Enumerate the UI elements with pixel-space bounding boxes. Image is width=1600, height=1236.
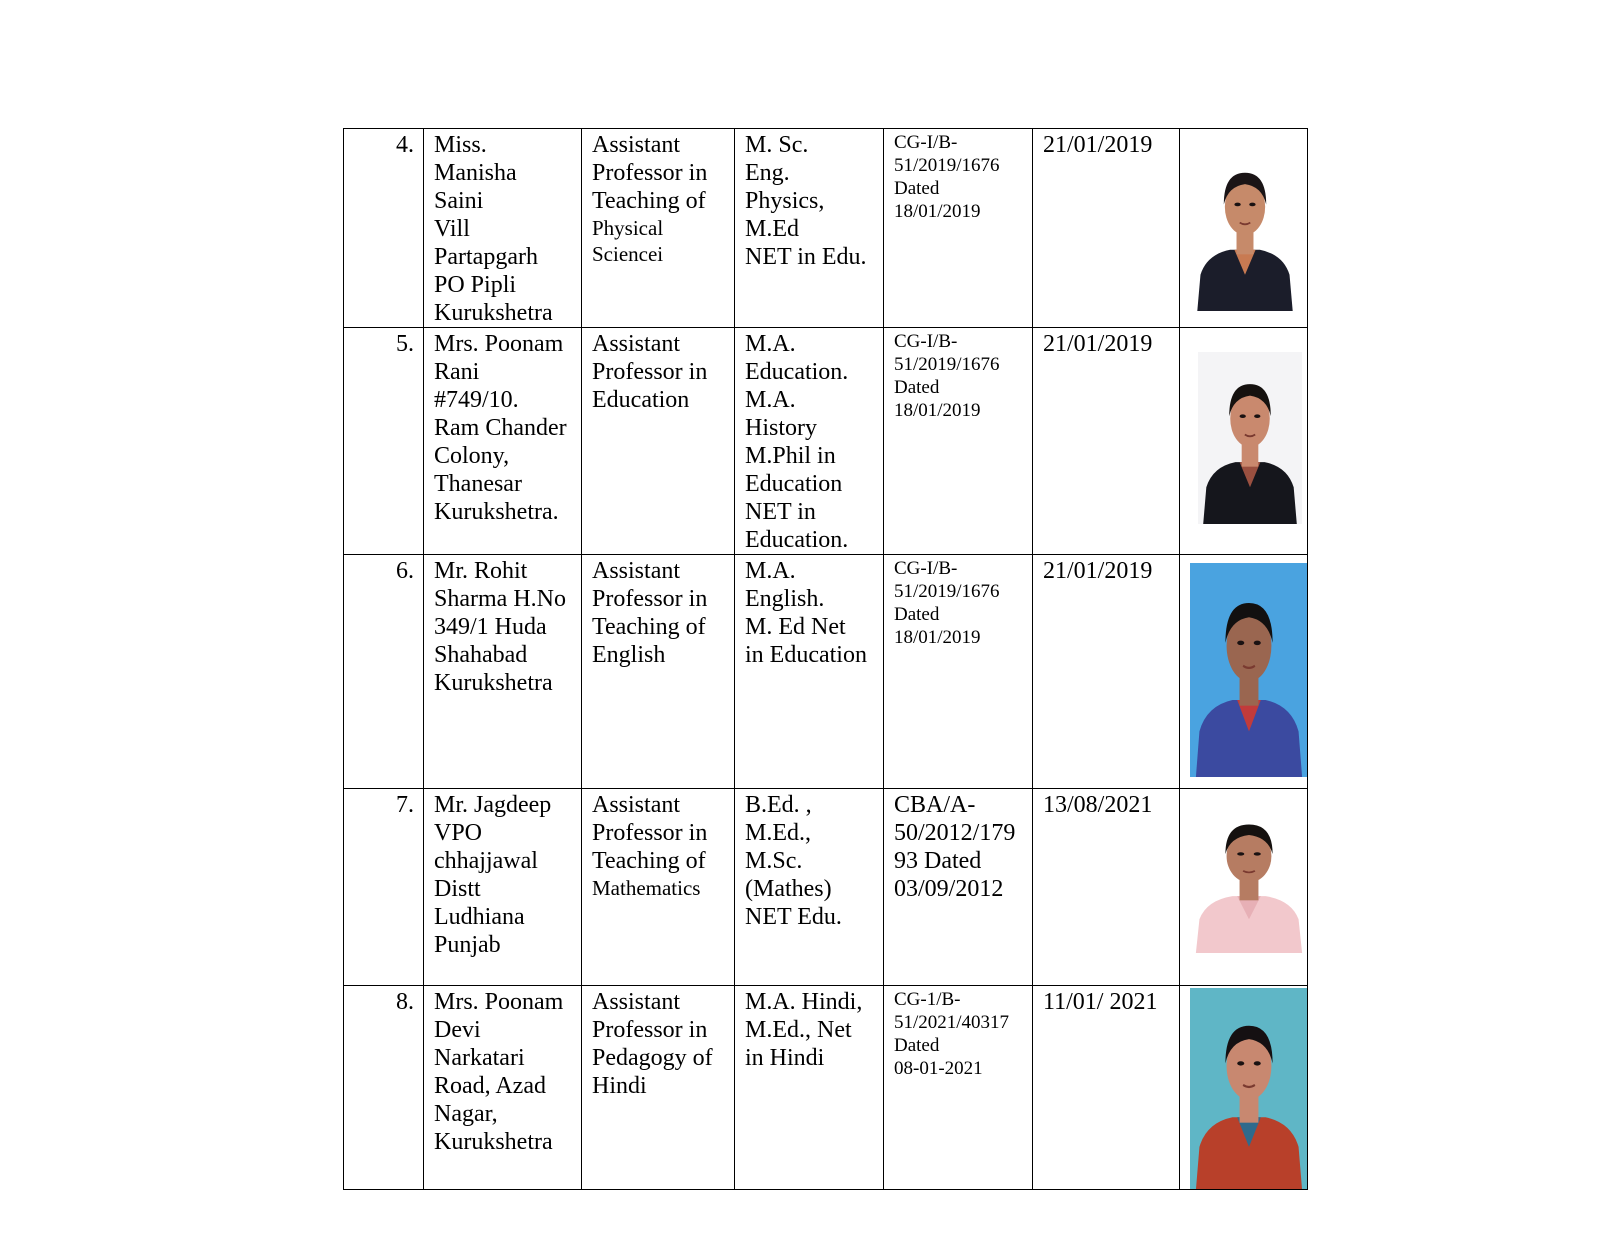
name-address-cell	[424, 789, 582, 986]
text-line: Professor in	[592, 586, 708, 612]
text-line: Professor in	[592, 359, 708, 385]
text-line: in Hindi	[745, 1045, 825, 1071]
text-line: Assistant	[592, 331, 681, 357]
photo-cell	[1180, 129, 1308, 328]
text-line: Punjab	[434, 932, 501, 958]
text-line: 51/2021/40317	[894, 1012, 1010, 1033]
text-line: VPO	[434, 820, 483, 846]
table-row	[344, 986, 1308, 1190]
text-line: Ram Chander	[434, 415, 567, 441]
text-line: Distt	[434, 876, 481, 902]
text-line: Dated	[894, 377, 940, 398]
text-line: Miss.	[434, 132, 487, 158]
text-line: Assistant	[592, 989, 681, 1015]
serial-number: 6.	[344, 555, 424, 789]
text-line: M.A.	[745, 331, 796, 357]
portrait-photo	[1190, 988, 1308, 1190]
text-line: Sharma H.No	[434, 586, 566, 612]
text-line: Kurukshetra	[434, 670, 553, 696]
text-line: Dated	[894, 178, 940, 199]
text-line: CG-1/B-	[894, 989, 961, 1010]
text-line: M.Ed.,	[745, 820, 811, 846]
text-line: Education.	[745, 527, 849, 553]
qualification-cell	[735, 789, 884, 986]
approval-cell	[884, 129, 1033, 328]
designation-cell	[582, 986, 735, 1190]
photo-cell	[1180, 555, 1308, 789]
text-line: Mrs. Poonam	[434, 331, 564, 357]
text-line: 03/09/2012	[894, 876, 1004, 902]
text-line: Kurukshetra	[434, 300, 553, 326]
text-line: Manisha	[434, 160, 517, 186]
joining-date: 21/01/2019	[1033, 129, 1180, 328]
text-line: M.Phil in	[745, 443, 836, 469]
text-line: Road, Azad	[434, 1073, 546, 1099]
text-line: 51/2019/1676	[894, 354, 1000, 375]
portrait-photo	[1198, 352, 1302, 524]
text-line: 51/2019/1676	[894, 581, 1000, 602]
text-line: Devi	[434, 1017, 481, 1043]
text-line: Assistant	[592, 558, 681, 584]
text-line: Professor in	[592, 160, 708, 186]
name-address-cell	[424, 986, 582, 1190]
text-line: Teaching of	[592, 188, 706, 214]
name-address-cell	[424, 555, 582, 789]
serial-number: 7.	[344, 789, 424, 986]
serial-number: 5.	[344, 328, 424, 555]
text-line: NET in	[745, 499, 816, 525]
serial-number: 8.	[344, 986, 424, 1190]
qualification-cell	[735, 328, 884, 555]
text-line: in Education	[745, 642, 867, 668]
joining-date: 11/01/ 2021	[1033, 986, 1180, 1190]
approval-cell	[884, 789, 1033, 986]
text-line: 18/01/2019	[894, 400, 981, 421]
text-line: M.A.	[745, 558, 796, 584]
text-line: Teaching of	[592, 614, 706, 640]
text-line: English	[592, 642, 666, 668]
text-line: #749/10.	[434, 387, 519, 413]
approval-cell	[884, 986, 1033, 1190]
text-line: 18/01/2019	[894, 627, 981, 648]
text-line: Ludhiana	[434, 904, 525, 930]
text-line: 50/2012/179	[894, 820, 1016, 846]
text-line: History	[745, 415, 817, 441]
text-line: Dated	[894, 604, 940, 625]
text-line: Narkatari	[434, 1045, 525, 1071]
text-line: Partapgarh	[434, 244, 538, 270]
text-line: Professor in	[592, 820, 708, 846]
text-line: Professor in	[592, 1017, 708, 1043]
text-line: Physics,	[745, 188, 825, 214]
photo-cell	[1180, 986, 1308, 1190]
qualification-cell	[735, 129, 884, 328]
text-line: Rani	[434, 359, 480, 385]
text-line: Mathematics	[592, 876, 701, 900]
text-line: M.Ed	[745, 216, 799, 242]
text-line: NET in Edu.	[745, 244, 867, 270]
staff-table	[343, 128, 1308, 1190]
text-line: M. Ed Net	[745, 614, 846, 640]
text-line: B.Ed. ,	[745, 792, 812, 818]
portrait-photo	[1190, 563, 1308, 777]
joining-date: 13/08/2021	[1033, 789, 1180, 986]
designation-cell	[582, 129, 735, 328]
text-line: Colony,	[434, 443, 510, 469]
text-line: NET Edu.	[745, 904, 842, 930]
designation-cell	[582, 789, 735, 986]
text-line: Hindi	[592, 1073, 647, 1099]
text-line: Eng.	[745, 160, 790, 186]
text-line: M.Sc.	[745, 848, 803, 874]
text-line: Dated	[894, 1035, 940, 1056]
text-line: Mr. Rohit	[434, 558, 528, 584]
approval-cell	[884, 555, 1033, 789]
text-line: Assistant	[592, 792, 681, 818]
text-line: Nagar,	[434, 1101, 498, 1127]
serial-number: 4.	[344, 129, 424, 328]
text-line: Mr. Jagdeep	[434, 792, 552, 818]
text-line: 08-01-2021	[894, 1058, 983, 1079]
table-row	[344, 789, 1308, 986]
text-line: Kurukshetra	[434, 1129, 553, 1155]
text-line: Education	[592, 387, 690, 413]
joining-date: 21/01/2019	[1033, 555, 1180, 789]
text-line: Sciencei	[592, 242, 664, 266]
photo-cell	[1180, 328, 1308, 555]
text-line: Teaching of	[592, 848, 706, 874]
text-line: CG-I/B-	[894, 132, 958, 153]
text-line: Thanesar	[434, 471, 522, 497]
text-line: Mrs. Poonam	[434, 989, 564, 1015]
text-line: M.A.	[745, 387, 796, 413]
designation-cell	[582, 555, 735, 789]
text-line: 18/01/2019	[894, 201, 981, 222]
text-line: 51/2019/1676	[894, 155, 1000, 176]
joining-date: 21/01/2019	[1033, 328, 1180, 555]
approval-cell	[884, 328, 1033, 555]
text-line: (Mathes)	[745, 876, 832, 902]
table-row	[344, 129, 1308, 328]
text-line: 93 Dated	[894, 848, 982, 874]
text-line: 349/1 Huda	[434, 614, 547, 640]
text-line: Kurukshetra.	[434, 499, 559, 525]
text-line: CBA/A-	[894, 792, 976, 818]
text-line: M.Ed., Net	[745, 1017, 852, 1043]
qualification-cell	[735, 555, 884, 789]
portrait-photo	[1192, 141, 1298, 311]
text-line: chhajjawal	[434, 848, 538, 874]
text-line: CG-I/B-	[894, 331, 958, 352]
text-line: M.A. Hindi,	[745, 989, 863, 1015]
text-line: Assistant	[592, 132, 681, 158]
table-row	[344, 555, 1308, 789]
text-line: Education.	[745, 359, 849, 385]
photo-cell	[1180, 789, 1308, 986]
portrait-photo	[1190, 795, 1308, 953]
text-line: Shahabad	[434, 642, 528, 668]
text-line: PO Pipli	[434, 272, 517, 298]
text-line: CG-I/B-	[894, 558, 958, 579]
text-line: M. Sc.	[745, 132, 809, 158]
designation-cell	[582, 328, 735, 555]
text-line: English.	[745, 586, 825, 612]
table-row	[344, 328, 1308, 555]
text-line: Physical	[592, 216, 664, 240]
text-line: Vill	[434, 216, 470, 242]
text-line: Pedagogy of	[592, 1045, 713, 1071]
name-address-cell	[424, 328, 582, 555]
qualification-cell	[735, 986, 884, 1190]
text-line: Saini	[434, 188, 484, 214]
name-address-cell	[424, 129, 582, 328]
text-line: Education	[745, 471, 843, 497]
